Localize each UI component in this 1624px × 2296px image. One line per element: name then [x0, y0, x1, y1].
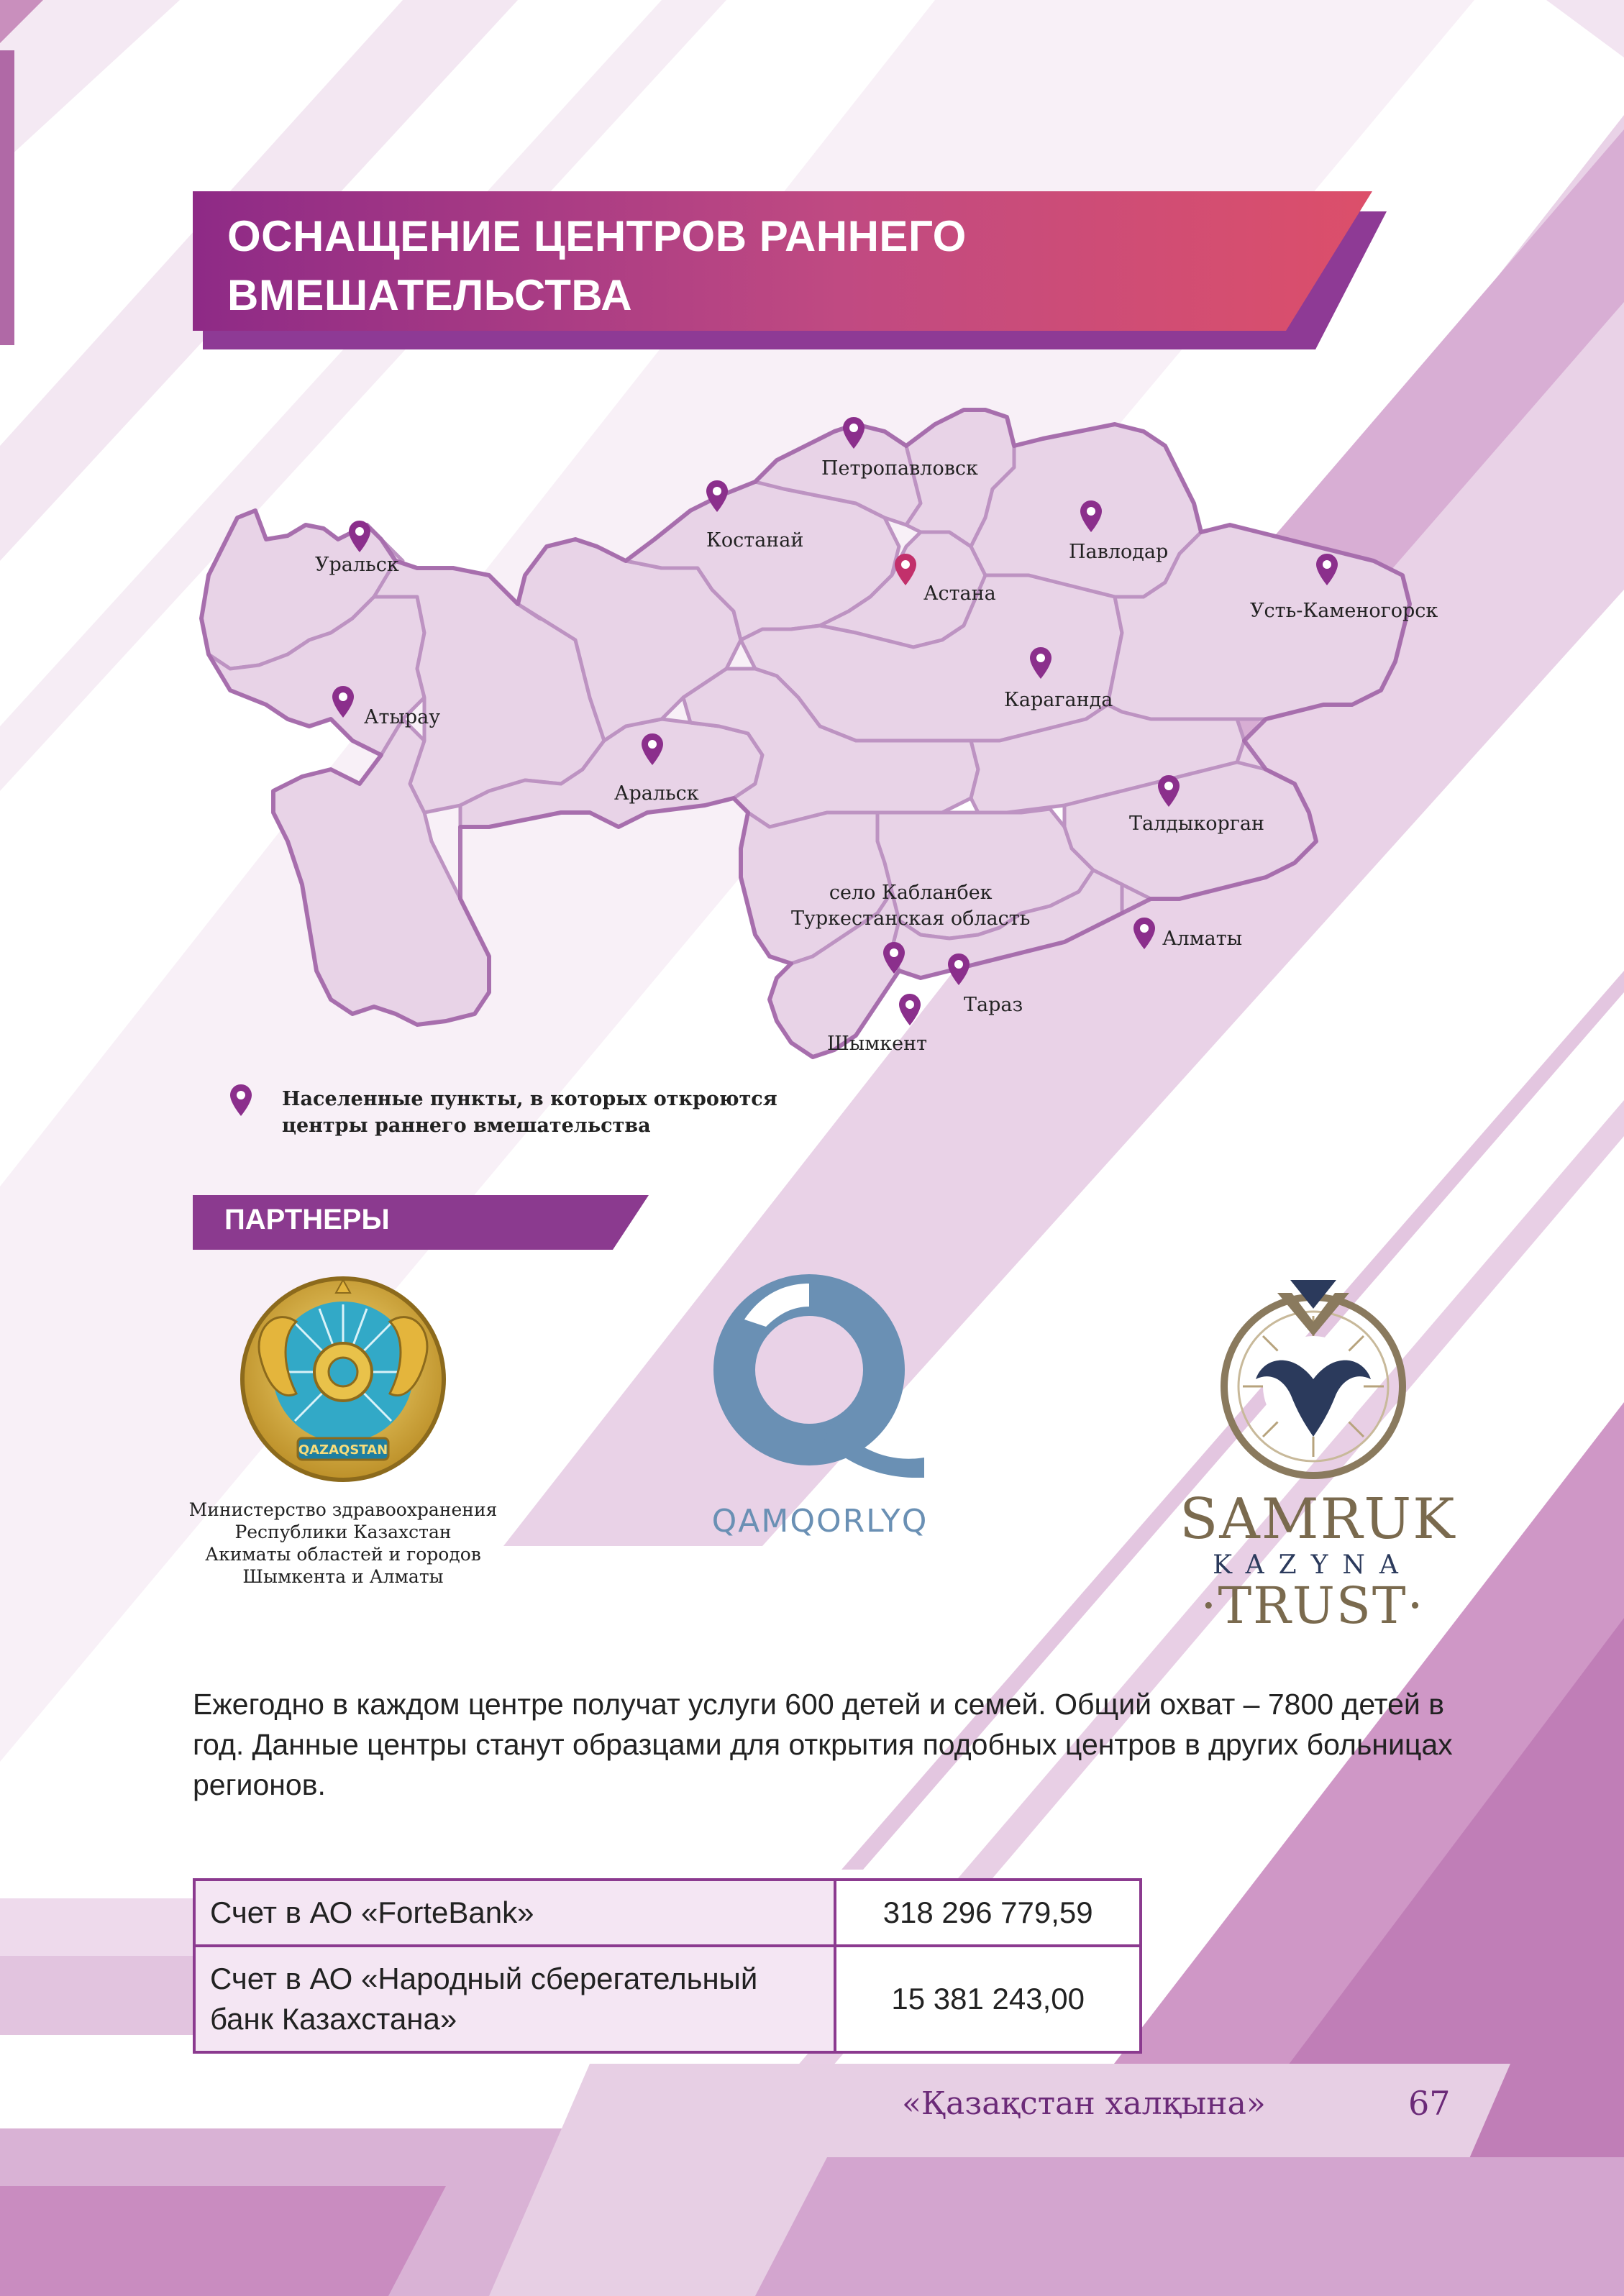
title-banner	[193, 191, 1387, 349]
city-label-petropavlovsk: Петропавловск	[821, 457, 978, 480]
map-pin-icon[interactable]	[948, 953, 970, 985]
account-name: Счет в АО «ForteBank»	[194, 1880, 835, 1946]
map-pin-icon[interactable]	[349, 521, 370, 552]
map-regions	[187, 381, 1474, 1100]
map-pin-icon[interactable]	[642, 733, 663, 765]
map-pin-icon[interactable]	[1030, 647, 1052, 679]
page-number: 67	[1408, 2084, 1451, 2123]
kazyna-wordmark: KAZYNA	[1213, 1550, 1413, 1580]
table-row	[194, 1946, 1141, 2052]
city-label-shymkent: Шымкент	[827, 1033, 928, 1055]
map-pin-icon[interactable]	[1080, 500, 1102, 532]
table-row	[194, 1880, 1141, 1946]
kazakhstan-emblem-logo	[232, 1271, 455, 1494]
account-name: Счет в АО «Народный сберегательный банк Казахстана»	[194, 1946, 835, 2052]
city-label-aralsk: Аральск	[614, 782, 699, 805]
account-amount: 15 381 243,00	[835, 1946, 1141, 2052]
legend-text: Населенные пункты, в которых откроются центры раннего вмешательства	[282, 1088, 777, 1137]
qamqorlyq-logo	[701, 1269, 931, 1478]
map-pin-icon[interactable]	[1133, 918, 1155, 949]
city-label-almaty: Алматы	[1162, 928, 1243, 950]
map-pin-icon[interactable]	[706, 480, 728, 512]
map-pin-icon[interactable]	[1158, 775, 1180, 807]
account-amount: 318 296 779,59	[835, 1880, 1141, 1946]
emblem-text: QAZAQSTAN	[298, 1442, 388, 1458]
partners-heading	[193, 1195, 649, 1250]
legend-pin-icon	[230, 1084, 252, 1116]
city-label-taldykorgan: Талдыкорган	[1129, 813, 1265, 835]
city-label-kablanbek: село Кабланбек Туркестанская область	[791, 882, 1031, 930]
footer-title: «Қазақстан халқына»	[902, 2085, 1266, 2122]
city-label-atyrau: Атырау	[364, 706, 441, 728]
partners-label: ПАРТНЕРЫ	[224, 1204, 390, 1235]
page-title: ОСНАЩЕНИЕ ЦЕНТРОВ РАННЕГО ВМЕШАТЕЛЬСТВА	[227, 212, 967, 319]
city-label-taraz: Тараз	[964, 994, 1023, 1016]
body-paragraph: Ежегодно в каждом центре получат услуги 600 детей и семей. Общий охват – 7800 детей в год. Данные центры станут образцами для открытия подобных центров в других больницах регионов.	[193, 1688, 1453, 1801]
government-caption: Министерство здравоохранения Республики Казахстан Акиматы областей и городов Шымкента и Алматы	[188, 1499, 498, 1587]
map-pin-icon[interactable]	[899, 994, 921, 1025]
capital-pin-icon[interactable]	[895, 554, 916, 585]
city-label-uralsk: Уральск	[315, 554, 399, 576]
map-pin-icon[interactable]	[1316, 554, 1338, 585]
city-label-pavlodar: Павлодар	[1069, 541, 1169, 563]
trust-wordmark: ·TRUST·	[1200, 1576, 1425, 1635]
map-pin-icon[interactable]	[883, 942, 905, 974]
city-label-karaganda: Караганда	[1004, 689, 1113, 711]
kazakhstan-map	[187, 381, 1474, 1100]
accounts-table	[193, 1878, 1142, 2054]
city-label-astana: Астана	[923, 582, 996, 605]
samruk-wordmark: SAMRUK	[1180, 1487, 1456, 1552]
city-label-kostanay: Костанай	[706, 529, 804, 552]
samruk-kazyna-trust-logo	[1205, 1271, 1421, 1487]
map-legend	[230, 1084, 877, 1142]
map-pin-icon[interactable]	[332, 686, 354, 718]
map-pin-icon[interactable]	[843, 417, 865, 449]
qamqorlyq-wordmark: QAMQORLYQ	[711, 1503, 929, 1540]
city-label-ust-kamenogorsk: Усть-Каменогорск	[1250, 600, 1438, 622]
